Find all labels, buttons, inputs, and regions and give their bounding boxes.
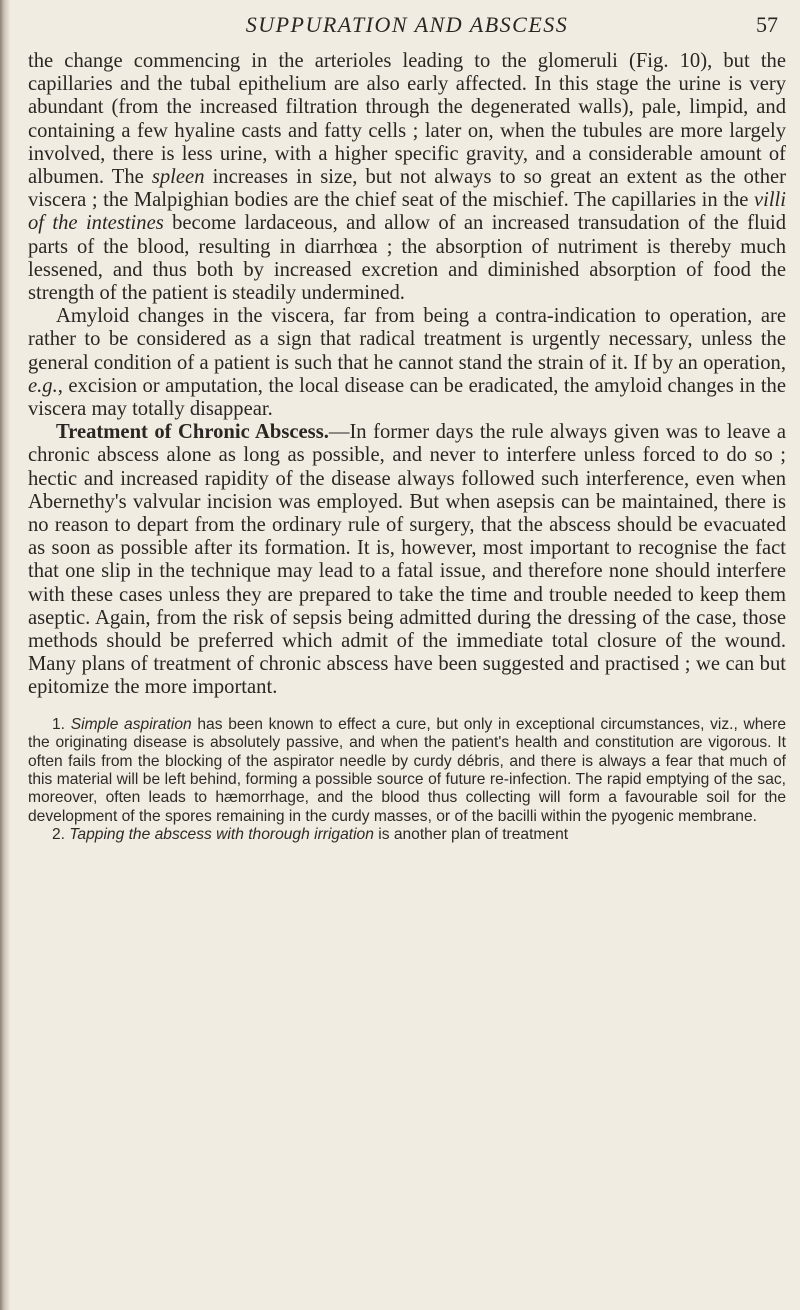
- list-item-2: 2. Tapping the abscess with thorough irrigation is another plan of treatment: [52, 826, 569, 844]
- paragraph-2: Amyloid changes in the viscera, far from being a contra-indication to operation, are rather to be considered as a sign that radical treatment is urgently necessary, unless the general condition of a patient is such that he cannot stand the strain of it. If by an operation, e.g., excision or amputation, the local disease can be eradicated, the amyloid changes in the viscera may totally disappear.: [28, 305, 786, 421]
- list-item-2-title: Tapping the abscess with thorough irrigation: [69, 826, 374, 844]
- italic-villi: villi of the intestines: [28, 189, 786, 235]
- list-item-1: 1. Simple aspiration has been known to effect a cure, but only in exceptional circumstances, viz., where the originating disease is absolutely passive, and when the patient's health and constitution are vigorous. It often fails from the blocking of the aspirator needle by curdy débris, and there is always a fear that much of this material will be left behind, forming a possible source of future re-infection. The rapid emptying of the sac, moreover, often leads to hæmorrhage, and the blood thus collecting will form a favourable soil for the development of the spores remaining in the curdy masses, or of the bacilli within the pyogenic membrane.: [28, 715, 786, 825]
- italic-eg: e.g.: [28, 374, 58, 397]
- section-heading: Treatment of Chronic Abscess.: [56, 421, 329, 444]
- running-head: [28, 4, 786, 48]
- treatment-list: [28, 716, 786, 845]
- body-text: [28, 50, 786, 700]
- book-page: [28, 0, 786, 845]
- paragraph-3: Treatment of Chronic Abscess.—In former days the rule always given was to leave a chronic abscess alone as long as possible, and never to interfere unless forced to do so ; hectic and increased rapidity of the disease always followed such interference, even when Abernethy's valvular incision was employed. But when asepsis can be maintained, there is no reason to depart from the ordinary rule of surgery, that the abscess should be evacuated as soon as possible after its formation. It is, however, most important to recognise the fact that one slip in the technique may lead to a fatal issue, and therefore none should interfere with these cases unless they are prepared to take the time and trouble needed to keep them aseptic. Again, from the risk of sepsis being admitted during the dressing of the case, those methods should be preferred which admit of the immediate total closure of the wound. Many plans of treatment of chronic abscess have been suggested and practised ; we can but epitomize the more important.: [28, 421, 786, 699]
- running-title: SUPPURATION AND ABSCESS: [245, 12, 569, 37]
- italic-spleen: spleen: [151, 166, 205, 189]
- page-number: 57: [756, 12, 778, 37]
- page-gutter-shadow: [0, 0, 10, 1310]
- list-item-1-title: Simple aspiration: [70, 715, 192, 733]
- paragraph-1: the change commencing in the arterioles leading to the glomeruli (Fig. 10), but the capillaries and the tubal epithelium are also early affected. In this stage the urine is very abundant (from the increased filtration through the degenerated walls), pale, limpid, and containing a few hyaline casts and fatty cells ; later on, when the tubules are more largely involved, there is less urine, with a higher specific gravity, and a considerable amount of albumen. The spleen increases in size, but not always to so great an extent as the other viscera ; the Malpighian bodies are the chief seat of the mischief. The capillaries in the villi of the intestines become lardaceous, and allow of an increased transudation of the fluid parts of the blood, resulting in diarrhœa ; the absorption of nutriment is thereby much lessened, and thus both by increased excretion and diminished absorption of food the strength of the patient is steadily undermined.: [28, 50, 786, 305]
